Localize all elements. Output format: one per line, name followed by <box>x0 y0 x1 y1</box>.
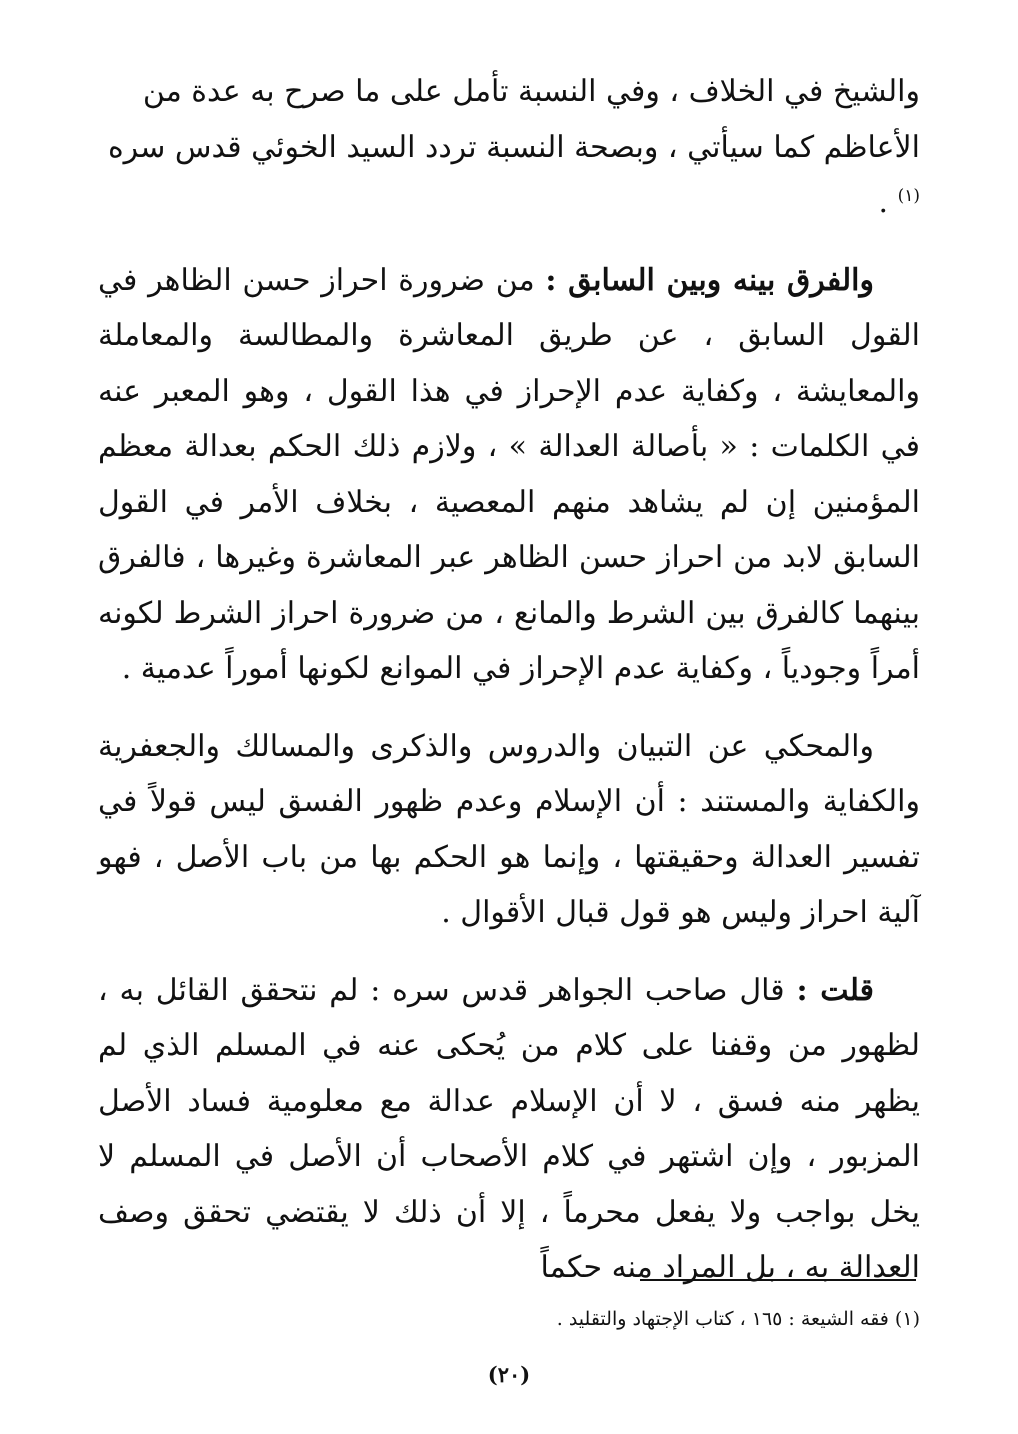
paragraph-1-tail: . <box>878 185 898 220</box>
paragraph-1 <box>98 64 920 231</box>
paragraph-4 <box>98 963 920 1296</box>
footnote-reference[interactable]: (١) <box>897 186 920 206</box>
footnote-divider <box>640 1279 916 1281</box>
paragraph-2-text: من ضرورة احراز حسن الظاهر في القول السابق ، عن طريق المعاشرة والمطالسة والمعاملة والمعايشة ، وكفاية عدم الإحراز في هذا القول ، وهو المعبر عنه في الكلمات : « بأصالة العدالة » ، ولازم ذلك الحكم بعدالة معظم المؤمنين إن لم يشاهد منهم المعصية ، بخلاف الأمر في القول السابق لابد من احراز حسن الظاهر عبر المعاشرة وغيرها ، فالفرق بينهما كالفرق بين الشرط والمانع ، من ضرورة احراز الشرط لكونه أمراً وجودياً ، وكفاية عدم الإحراز في الموانع لكونها أموراً عدمية . <box>98 262 920 686</box>
page-body <box>98 64 920 1296</box>
paragraph-4-text: قال صاحب الجواهر قدس سره : لم نتحقق القائل به ، لظهور من وقفنا على كلام من يُحكى عنه في المسلم الذي لم يظهر منه فسق ، لا أن الإسلام عدالة مع معلومية فساد الأصل المزبور ، وإن اشتهر في كلام الأصحاب أن الأصل في المسلم لا يخل بواجب ولا يفعل محرماً ، إلا أن ذلك لا يقتضي تحقق وصف العدالة به ، بل المراد منه حكماً <box>98 972 920 1285</box>
paragraph-3 <box>98 719 920 941</box>
paragraph-2 <box>98 253 920 697</box>
footnote: (١) فقه الشيعة : ١٦٥ ، كتاب الإجتهاد والتقليد . <box>556 1308 920 1330</box>
paragraph-4-lead: قلت : <box>796 972 874 1008</box>
page-number: (٢٠) <box>487 1362 531 1387</box>
paragraph-3-text: والمحكي عن التبيان والدروس والذكرى والمسالك والجعفرية والكفاية والمستند : أن الإسلام وعدم ظهور الفسق ليس قولاً في تفسير العدالة وحقيقتها ، وإنما هو الحكم بها من باب الأصل ، فهو آلية احراز وليس هو قول قبال الأقوال . <box>98 728 920 930</box>
paragraph-1-text: والشيخ في الخلاف ، وفي النسبة تأمل على ما صرح به عدة من الأعاظم كما سيأتي ، وبصحة النسبة تردد السيد الخوئي قدس سره <box>107 74 920 165</box>
paragraph-2-lead: والفرق بينه وبين السابق : <box>545 262 874 298</box>
